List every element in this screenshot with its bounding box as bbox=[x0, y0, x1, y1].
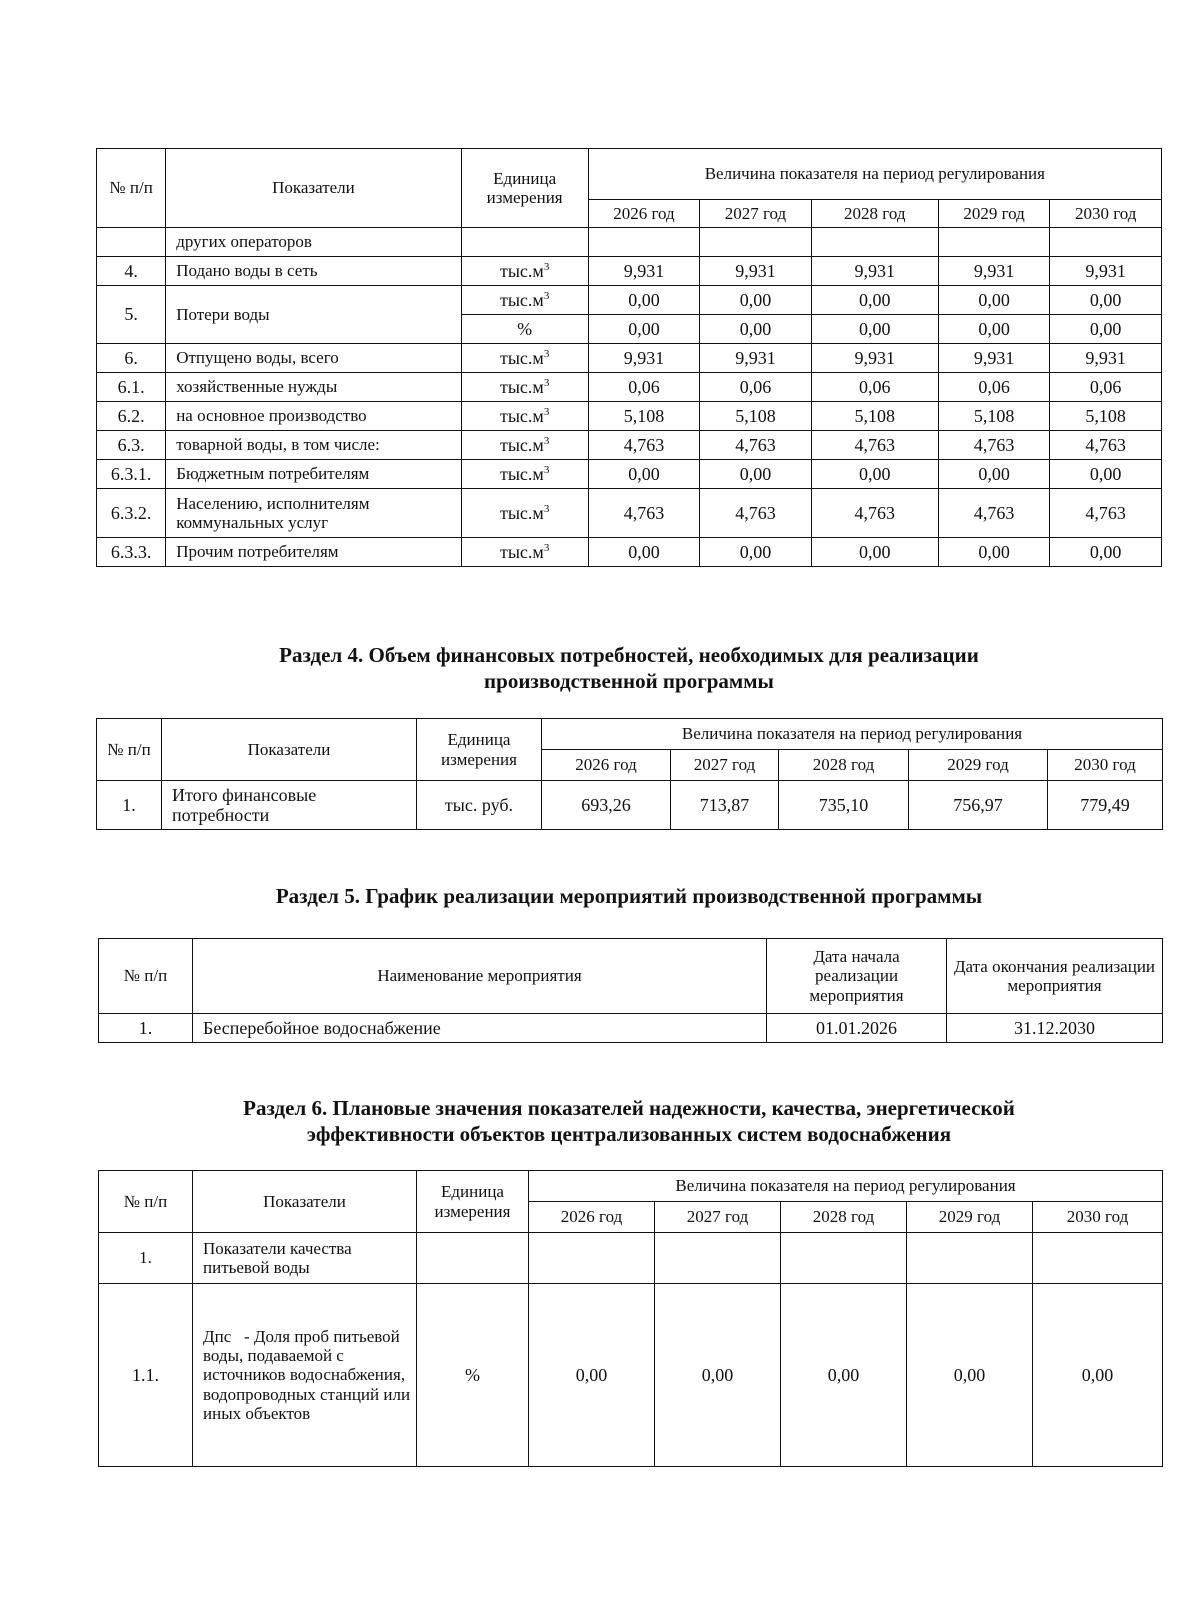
row-value: 0,00 bbox=[1033, 1284, 1163, 1467]
header-year: 2030 год bbox=[1050, 200, 1162, 228]
row-value: 693,26 bbox=[542, 781, 671, 830]
header-year: 2029 год bbox=[907, 1202, 1033, 1233]
row-value: 0,00 bbox=[588, 538, 700, 567]
row-value: 5,108 bbox=[811, 402, 938, 431]
row-unit: $тыс.м^3$ bbox=[461, 489, 588, 538]
row-value: 5,108 bbox=[1050, 402, 1162, 431]
table-row bbox=[97, 257, 1162, 286]
header-num: № п/п bbox=[99, 1171, 193, 1233]
row-value: 0,00 bbox=[811, 286, 938, 315]
row-value: 0,06 bbox=[1050, 373, 1162, 402]
row-value: 0,00 bbox=[588, 460, 700, 489]
header-unit: Единица измерения bbox=[461, 149, 588, 228]
row-num: 4. bbox=[97, 257, 166, 286]
row-value: 0,06 bbox=[700, 373, 812, 402]
row-name: других операторов bbox=[166, 228, 461, 257]
row-unit: $тыс.м^3$ bbox=[461, 460, 588, 489]
row-value: 5,108 bbox=[700, 402, 812, 431]
row-value: 4,763 bbox=[700, 431, 812, 460]
row-value: 9,931 bbox=[938, 344, 1050, 373]
section5-title: Раздел 5. График реализации мероприятий производственной программы bbox=[275, 884, 983, 908]
row-value: 9,931 bbox=[1050, 257, 1162, 286]
header-year: 2029 год bbox=[938, 200, 1050, 228]
table-row bbox=[97, 228, 1162, 257]
row-value: 0,00 bbox=[1050, 286, 1162, 315]
header-year: 2026 год bbox=[542, 750, 671, 781]
header-year: 2028 год bbox=[811, 200, 938, 228]
header-year: 2027 год bbox=[700, 200, 812, 228]
row-value: 5,108 bbox=[588, 402, 700, 431]
header-value-group: Величина показателя на период регулирования bbox=[542, 719, 1163, 750]
row-value: 4,763 bbox=[1050, 431, 1162, 460]
row-value: 0,00 bbox=[700, 538, 812, 567]
table-row bbox=[97, 431, 1162, 460]
row-value: 9,931 bbox=[700, 257, 812, 286]
row-value: 0,00 bbox=[700, 286, 812, 315]
row-unit: $тыс.м^3$ bbox=[461, 373, 588, 402]
row-name: Бюджетным потребителям bbox=[166, 460, 461, 489]
header-start-date: Дата начала реализации мероприятия bbox=[767, 939, 947, 1014]
financial-needs-table bbox=[96, 718, 1163, 830]
row-unit: $тыс.м^3$ bbox=[461, 431, 588, 460]
row-num: 5. bbox=[97, 286, 166, 344]
header-unit: Единица измерения bbox=[417, 719, 542, 781]
row-name: Дпс - Доля проб питьевой воды, подаваемой с источников водоснабжения, водопроводных станций или иных объектов bbox=[193, 1284, 417, 1467]
row-value: 0,00 bbox=[700, 315, 812, 344]
row-unit: $тыс.м^3$ bbox=[461, 402, 588, 431]
table-row bbox=[99, 1284, 1163, 1467]
row-value: 9,931 bbox=[588, 257, 700, 286]
row-num: 6.1. bbox=[97, 373, 166, 402]
row-name: Прочим потребителям bbox=[166, 538, 461, 567]
section6-title: Раздел 6. Плановые значения показателей надежности, качества, энергетической эффективности объектов централизованных систем водоснабжения bbox=[243, 1096, 1015, 1147]
row-value: 779,49 bbox=[1048, 781, 1163, 830]
header-indicator: Показатели bbox=[166, 149, 461, 228]
row-num: 1. bbox=[97, 781, 162, 830]
row-value: 0,00 bbox=[811, 460, 938, 489]
row-value: 0,00 bbox=[938, 286, 1050, 315]
row-name: Подано воды в сеть bbox=[166, 257, 461, 286]
row-value: 0,00 bbox=[1050, 460, 1162, 489]
row-end-date: 31.12.2030 bbox=[947, 1014, 1163, 1043]
row-value: 0,00 bbox=[938, 460, 1050, 489]
water-balance-table bbox=[96, 148, 1162, 567]
row-value: 9,931 bbox=[700, 344, 812, 373]
header-year: 2027 год bbox=[655, 1202, 781, 1233]
row-name: товарной воды, в том числе: bbox=[166, 431, 461, 460]
row-unit: $тыс.м^3$ bbox=[461, 344, 588, 373]
header-num: № п/п bbox=[99, 939, 193, 1014]
header-year: 2028 год bbox=[779, 750, 909, 781]
header-year: 2030 год bbox=[1033, 1202, 1163, 1233]
row-value: 0,00 bbox=[781, 1284, 907, 1467]
header-year: 2029 год bbox=[909, 750, 1048, 781]
row-value: 735,10 bbox=[779, 781, 909, 830]
row-value: 4,763 bbox=[811, 489, 938, 538]
row-name: на основное производство bbox=[166, 402, 461, 431]
row-value: 0,00 bbox=[1050, 538, 1162, 567]
row-value: 4,763 bbox=[700, 489, 812, 538]
row-value: 0,00 bbox=[655, 1284, 781, 1467]
row-name: Населению, исполнителям коммунальных услуг bbox=[166, 489, 461, 538]
row-num: 6. bbox=[97, 344, 166, 373]
row-name: Бесперебойное водоснабжение bbox=[193, 1014, 767, 1043]
header-indicator: Показатели bbox=[193, 1171, 417, 1233]
row-name: Показатели качества питьевой воды bbox=[193, 1233, 417, 1284]
row-start-date: 01.01.2026 bbox=[767, 1014, 947, 1043]
row-value: 9,931 bbox=[811, 257, 938, 286]
row-name: Итого финансовые потребности bbox=[162, 781, 417, 830]
header-indicator: Показатели bbox=[162, 719, 417, 781]
row-value: 4,763 bbox=[811, 431, 938, 460]
header-unit: Единица измерения bbox=[417, 1171, 529, 1233]
row-value: 756,97 bbox=[909, 781, 1048, 830]
row-value: 0,00 bbox=[938, 315, 1050, 344]
header-year: 2026 год bbox=[588, 200, 700, 228]
row-value: 0,00 bbox=[700, 460, 812, 489]
row-unit: $тыс.м^3$ bbox=[461, 538, 588, 567]
row-num: 6.3.3. bbox=[97, 538, 166, 567]
row-value: 4,763 bbox=[938, 489, 1050, 538]
header-value-group: Величина показателя на период регулирования bbox=[529, 1171, 1163, 1202]
table-row bbox=[97, 344, 1162, 373]
table-row bbox=[97, 373, 1162, 402]
row-value: 0,00 bbox=[588, 315, 700, 344]
table-row bbox=[97, 460, 1162, 489]
row-value: 4,763 bbox=[588, 489, 700, 538]
row-num: 6.3.1. bbox=[97, 460, 166, 489]
row-num: 1.1. bbox=[99, 1284, 193, 1467]
row-value: 0,00 bbox=[938, 538, 1050, 567]
schedule-table bbox=[98, 938, 1163, 1043]
header-year: 2028 год bbox=[781, 1202, 907, 1233]
table-row bbox=[97, 781, 1163, 830]
header-num: № п/п bbox=[97, 149, 166, 228]
row-value: 4,763 bbox=[938, 431, 1050, 460]
row-num: 1. bbox=[99, 1014, 193, 1043]
row-name: хозяйственные нужды bbox=[166, 373, 461, 402]
row-num: 6.3.2. bbox=[97, 489, 166, 538]
row-value: 9,931 bbox=[1050, 344, 1162, 373]
table-row bbox=[99, 1233, 1163, 1284]
row-value: 0,00 bbox=[811, 315, 938, 344]
row-num: 6.2. bbox=[97, 402, 166, 431]
row-unit: % bbox=[461, 315, 588, 344]
row-value: 5,108 bbox=[938, 402, 1050, 431]
header-num: № п/п bbox=[97, 719, 162, 781]
table-row bbox=[97, 286, 1162, 315]
row-unit: $тыс.м^3$ bbox=[461, 286, 588, 315]
row-value: 0,06 bbox=[588, 373, 700, 402]
row-value: 9,931 bbox=[811, 344, 938, 373]
row-value: 4,763 bbox=[1050, 489, 1162, 538]
row-value: 713,87 bbox=[671, 781, 779, 830]
header-year: 2030 год bbox=[1048, 750, 1163, 781]
header-name: Наименование мероприятия bbox=[193, 939, 767, 1014]
header-value-group: Величина показателя на период регулирования bbox=[588, 149, 1161, 200]
row-num: 6.3. bbox=[97, 431, 166, 460]
row-unit: % bbox=[417, 1284, 529, 1467]
row-name: Отпущено воды, всего bbox=[166, 344, 461, 373]
row-num: 1. bbox=[99, 1233, 193, 1284]
row-value: 0,00 bbox=[907, 1284, 1033, 1467]
row-value: 0,00 bbox=[1050, 315, 1162, 344]
table-row bbox=[97, 489, 1162, 538]
reliability-table bbox=[98, 1170, 1163, 1467]
row-name: Потери воды bbox=[166, 286, 461, 344]
table-row bbox=[99, 1014, 1163, 1043]
row-value: 4,763 bbox=[588, 431, 700, 460]
row-value: 9,931 bbox=[938, 257, 1050, 286]
section4-title: Раздел 4. Объем финансовых потребностей, необходимых для реализации производственной программы bbox=[279, 643, 979, 694]
row-value: 0,06 bbox=[811, 373, 938, 402]
row-value: 0,00 bbox=[811, 538, 938, 567]
header-end-date: Дата окончания реализации мероприятия bbox=[947, 939, 1163, 1014]
table-row bbox=[97, 402, 1162, 431]
row-value: 0,06 bbox=[938, 373, 1050, 402]
table-row bbox=[97, 538, 1162, 567]
header-year: 2026 год bbox=[529, 1202, 655, 1233]
row-value: 0,00 bbox=[529, 1284, 655, 1467]
row-unit: $тыс.м^3$ bbox=[461, 257, 588, 286]
row-value: 9,931 bbox=[588, 344, 700, 373]
row-value: 0,00 bbox=[588, 286, 700, 315]
header-year: 2027 год bbox=[671, 750, 779, 781]
row-unit: тыс. руб. bbox=[417, 781, 542, 830]
